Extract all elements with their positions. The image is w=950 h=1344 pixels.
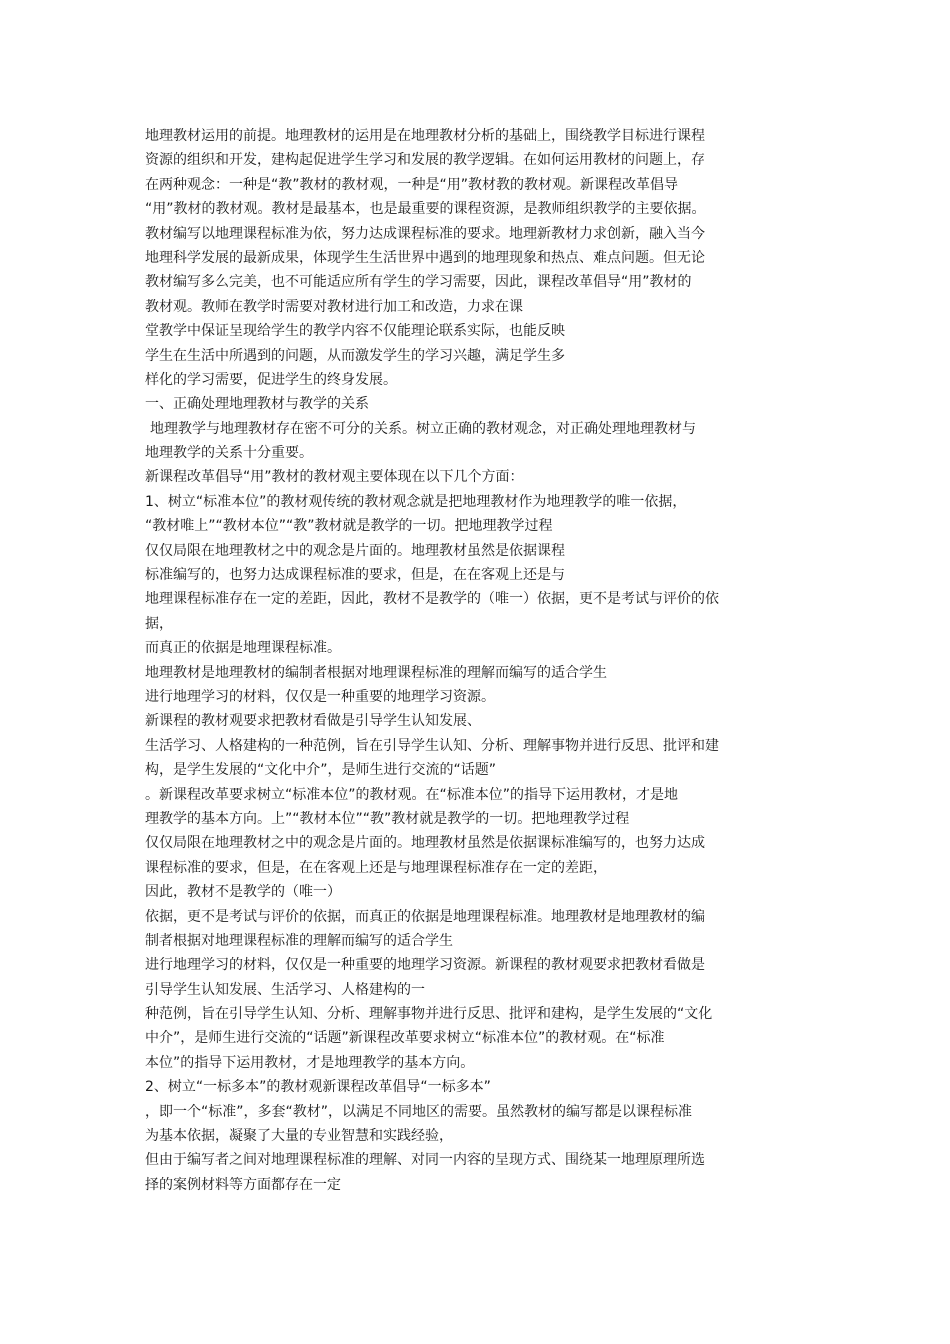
text-line: 择的案例材料等方面都存在一定: [145, 1176, 341, 1193]
text-line: 地理教材运用的前提。地理教材的运用是在地理教材分析的基础上，围绕教学目标进行课程: [145, 128, 705, 144]
text-line: 引导学生认知发展、生活学习、人格建构的一: [145, 981, 425, 998]
text-line: 进行地理学习的材料，仅仅是一种重要的地理学习资源。: [145, 688, 495, 705]
text-line: “教材唯上”“教材本位”“教”教材就是教学的一切。把地理教学过程: [145, 518, 553, 535]
text-line: 地理教学的关系十分重要。: [145, 445, 313, 462]
text-line: 新课程改革倡导“用”教材的教材观主要体现在以下几个方面：: [145, 469, 524, 486]
text-line: ，即一个“标准”，多套“教材”，以满足不同地区的需要。虽然教材的编写都是以课程标准: [145, 1103, 693, 1120]
text-line: 生活学习、人格建构的一种范例，旨在引导学生认知、分析、理解事物并进行反思、批评和建: [145, 737, 719, 754]
text-line: 因此，教材不是教学的（唯一）: [145, 884, 341, 901]
text-line: 据，: [145, 615, 173, 632]
text-line: 进行地理学习的材料，仅仅是一种重要的地理学习资源。新课程的教材观要求把教材看做是: [145, 957, 705, 974]
text-line: 资源的组织和开发，建构起促进学生学习和发展的教学逻辑。在如何运用教材的问题上，存: [145, 152, 705, 169]
text-line: 中介”，是师生进行交流的“话题”新课程改革要求树立“标准本位”的教材观。在“标准: [145, 1030, 665, 1047]
text-line: 种范例，旨在引导学生认知、分析、理解事物并进行反思、批评和建构，是学生发展的“文化: [145, 1006, 713, 1023]
text-line: 仅仅局限在地理教材之中的观念是片面的。地理教材虽然是依据课程: [145, 542, 565, 559]
text-line: 教材观。教师在教学时需要对教材进行加工和改造，力求在课: [145, 298, 523, 315]
text-line: 本位”的指导下运用教材，才是地理教学的基本方向。: [145, 1054, 475, 1071]
text-line: 教材编写以地理课程标准为依，努力达成课程标准的要求。地理新教材力求创新，融入当今: [145, 225, 705, 242]
text-line: 地理教材是地理教材的编制者根据对地理课程标准的理解而编写的适合学生: [145, 664, 607, 681]
text-line: 2、树立“一标多本”的教材观新课程改革倡导“一标多本”: [145, 1079, 491, 1096]
text-line: 1、树立“标准本位”的教材观传统的教材观念就是把地理教材作为地理教学的唯一依据，: [145, 493, 687, 510]
text-line: 制者根据对地理课程标准的理解而编写的适合学生: [145, 932, 453, 949]
text-line: 构，是学生发展的“文化中介”，是师生进行交流的“话题”: [145, 762, 497, 779]
text-line: 教材编写多么完美，也不可能适应所有学生的学习需要，因此，课程改革倡导“用”教材的: [145, 274, 692, 291]
section-heading: 一、正确处理地理教材与教学的关系: [145, 396, 369, 413]
text-line: 标准编写的，也努力达成课程标准的要求，但是，在在客观上还是与: [145, 567, 565, 584]
text-line: 为基本依据，凝聚了大量的专业智慧和实践经验，: [145, 1128, 453, 1145]
text-line: 学生在生活中所遇到的问题，从而激发学生的学习兴趣，满足学生多: [145, 347, 565, 364]
text-line: 依据，更不是考试与评价的依据，而真正的依据是地理课程标准。地理教材是地理教材的编: [145, 908, 705, 925]
text-line: 但由于编写者之间对地理课程标准的理解、对同一内容的呈现方式、围绕某一地理原理所选: [145, 1152, 705, 1169]
text-line: “用”教材的教材观。教材是最基本，也是最重要的课程资源，是教师组织教学的主要依据。: [145, 201, 706, 218]
text-line: 在两种观念：一种是“教”教材的教材观，一种是“用”教材教的教材观。新课程改革倡导: [145, 176, 679, 193]
text-line: 地理课程标准存在一定的差距，因此，教材不是教学的（唯一）依据，更不是考试与评价的依: [145, 591, 719, 608]
text-line: 地理科学发展的最新成果，体现学生生活世界中遇到的地理现象和热点、难点问题。但无论: [145, 249, 705, 266]
text-line: 样化的学习需要，促进学生的终身发展。: [145, 371, 397, 388]
text-line: 。新课程改革要求树立“标准本位”的教材观。在“标准本位”的指导下运用教材，才是地: [145, 786, 679, 803]
text-line: 新课程的教材观要求把教材看做是引导学生认知发展、: [145, 713, 481, 730]
document-body: [145, 124, 810, 1197]
text-line: 课程标准的要求，但是，在在客观上还是与地理课程标准存在一定的差距，: [145, 859, 607, 876]
text-line: 地理教学与地理教材存在密不可分的关系。树立正确的教材观念，对正确处理地理教材与: [150, 420, 696, 437]
text-line: 理教学的基本方向。上”“教材本位”“教”教材就是教学的一切。把地理教学过程: [145, 810, 630, 827]
text-line: 堂教学中保证呈现给学生的教学内容不仅能理论联系实际，也能反映: [145, 323, 565, 340]
text-line: 而真正的依据是地理课程标准。: [145, 640, 341, 657]
text-line: 仅仅局限在地理教材之中的观念是片面的。地理教材虽然是依据课标准编写的，也努力达成: [145, 835, 705, 852]
